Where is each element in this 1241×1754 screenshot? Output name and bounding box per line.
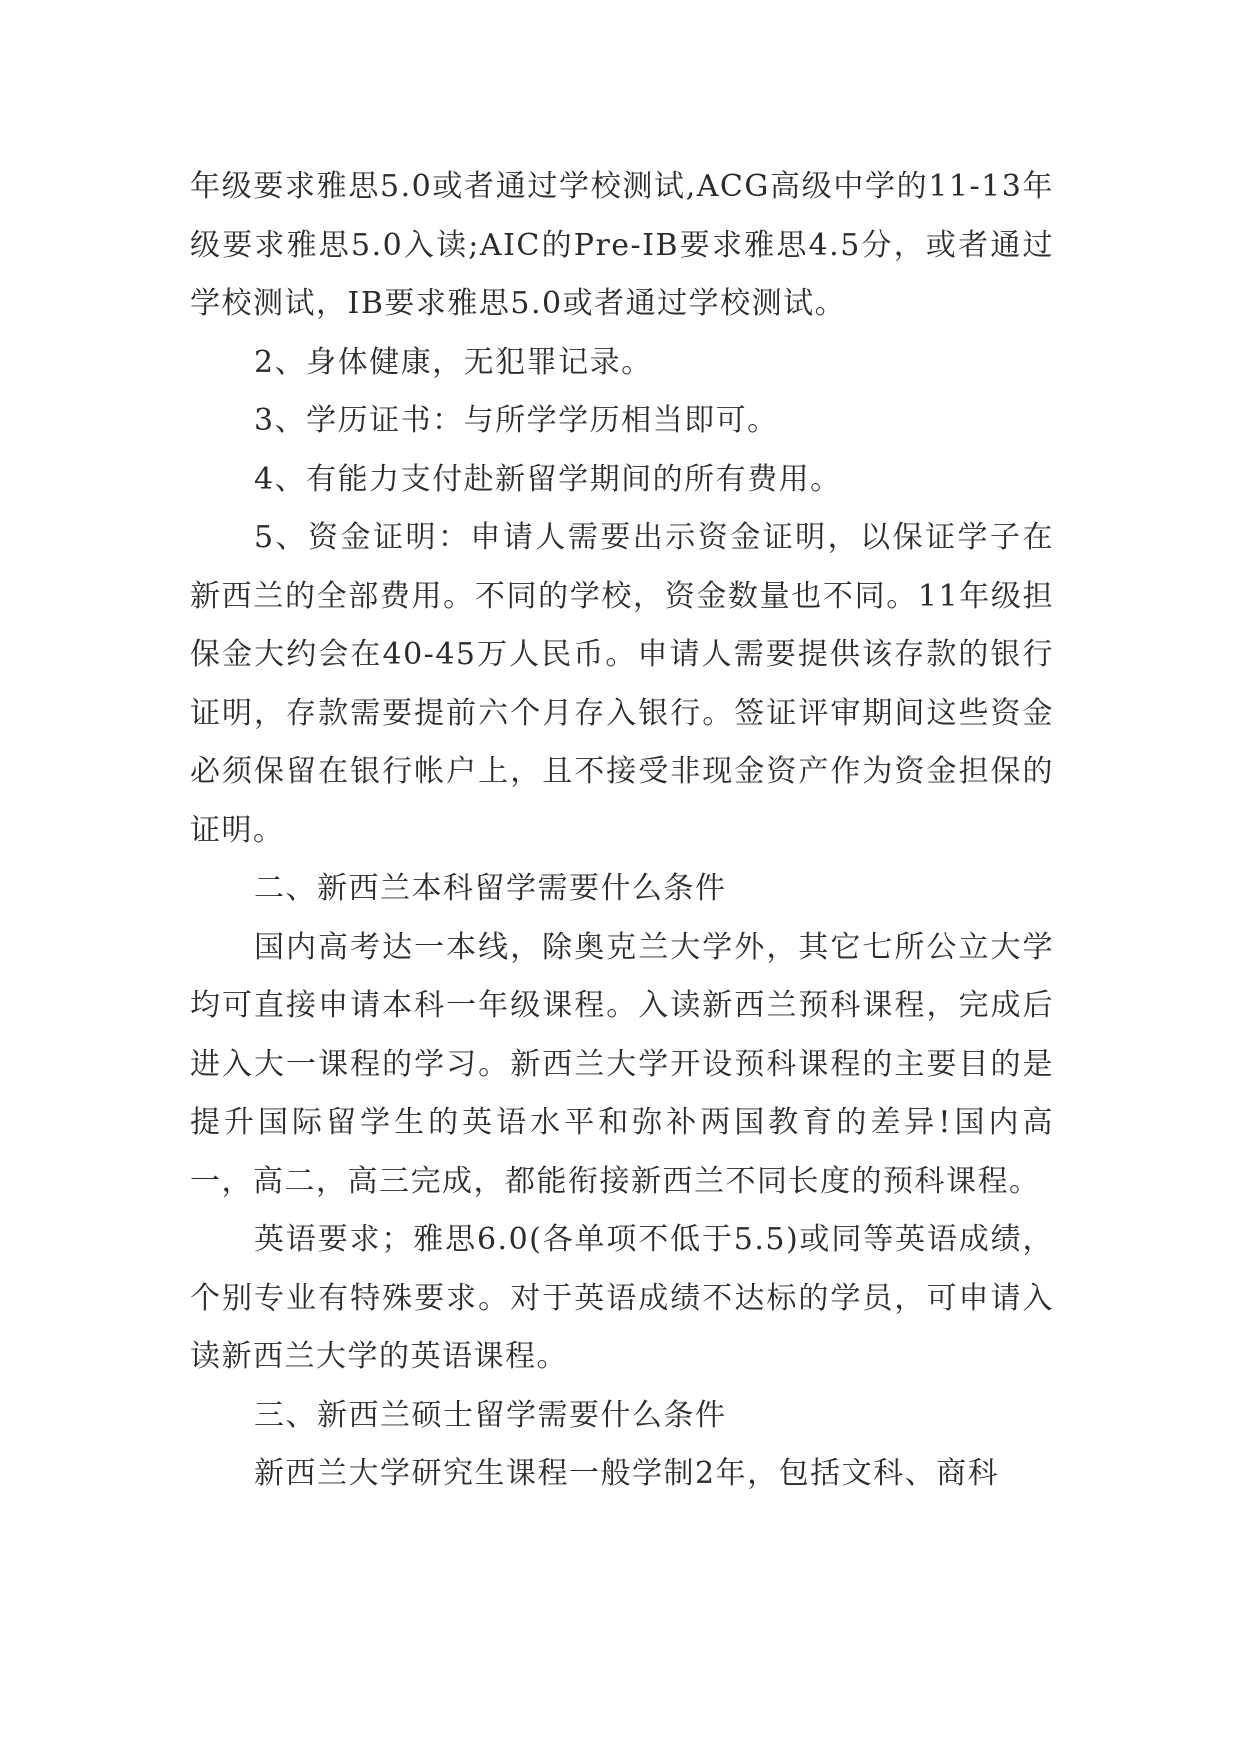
document-body xyxy=(190,158,1054,1504)
paragraph-continuation: 年级要求雅思5.0或者通过学校测试,ACG高级中学的11-13年级要求雅思5.0入读;AIC的Pre-IB要求雅思4.5分，或者通过学校测试，IB要求雅思5.0或者通过学校测试。 xyxy=(190,169,1054,321)
list-item-expenses: 4、有能力支付赴新留学期间的所有费用。 xyxy=(254,461,842,497)
section-heading-undergraduate: 二、新西兰本科留学需要什么条件 xyxy=(254,871,727,906)
list-item-diploma: 3、学历证书：与所学学历相当即可。 xyxy=(254,403,779,438)
list-item-health: 2、身体健康，无犯罪记录。 xyxy=(254,344,653,380)
section-heading-masters: 三、新西兰硕士留学需要什么条件 xyxy=(254,1397,727,1433)
list-item-funds-proof: 5、资金证明：申请人需要出示资金证明，以保证学子在新西兰的全部费用。不同的学校，资金数量也不同。11年级担保金大约会在40-45万人民币。申请人需要提供该存款的银行证明，存款需要提前六个月存入银行。签证评审期间这些资金必须保留在银行帐户上，且不接受非现金资产作为资金担保的证明。 xyxy=(190,520,1054,848)
paragraph-masters-intro: 新西兰大学研究生课程一般学制2年，包括文科、商科 xyxy=(254,1456,1000,1491)
paragraph-undergraduate-requirements: 国内高考达一本线，除奥克兰大学外，其它七所公立大学均可直接申请本科一年级课程。入读新西兰预科课程，完成后进入大一课程的学习。新西兰大学开设预科课程的主要目的是提升国际留学生的英语水平和弥补两国教育的差异!国内高一，高二，高三完成，都能衔接新西兰不同长度的预科课程。 xyxy=(190,929,1054,1199)
paragraph-english-requirements: 英语要求；雅思6.0(各单项不低于5.5)或同等英语成绩，个别专业有特殊要求。对于英语成绩不达标的学员，可申请入读新西兰大学的英语课程。 xyxy=(190,1222,1054,1374)
